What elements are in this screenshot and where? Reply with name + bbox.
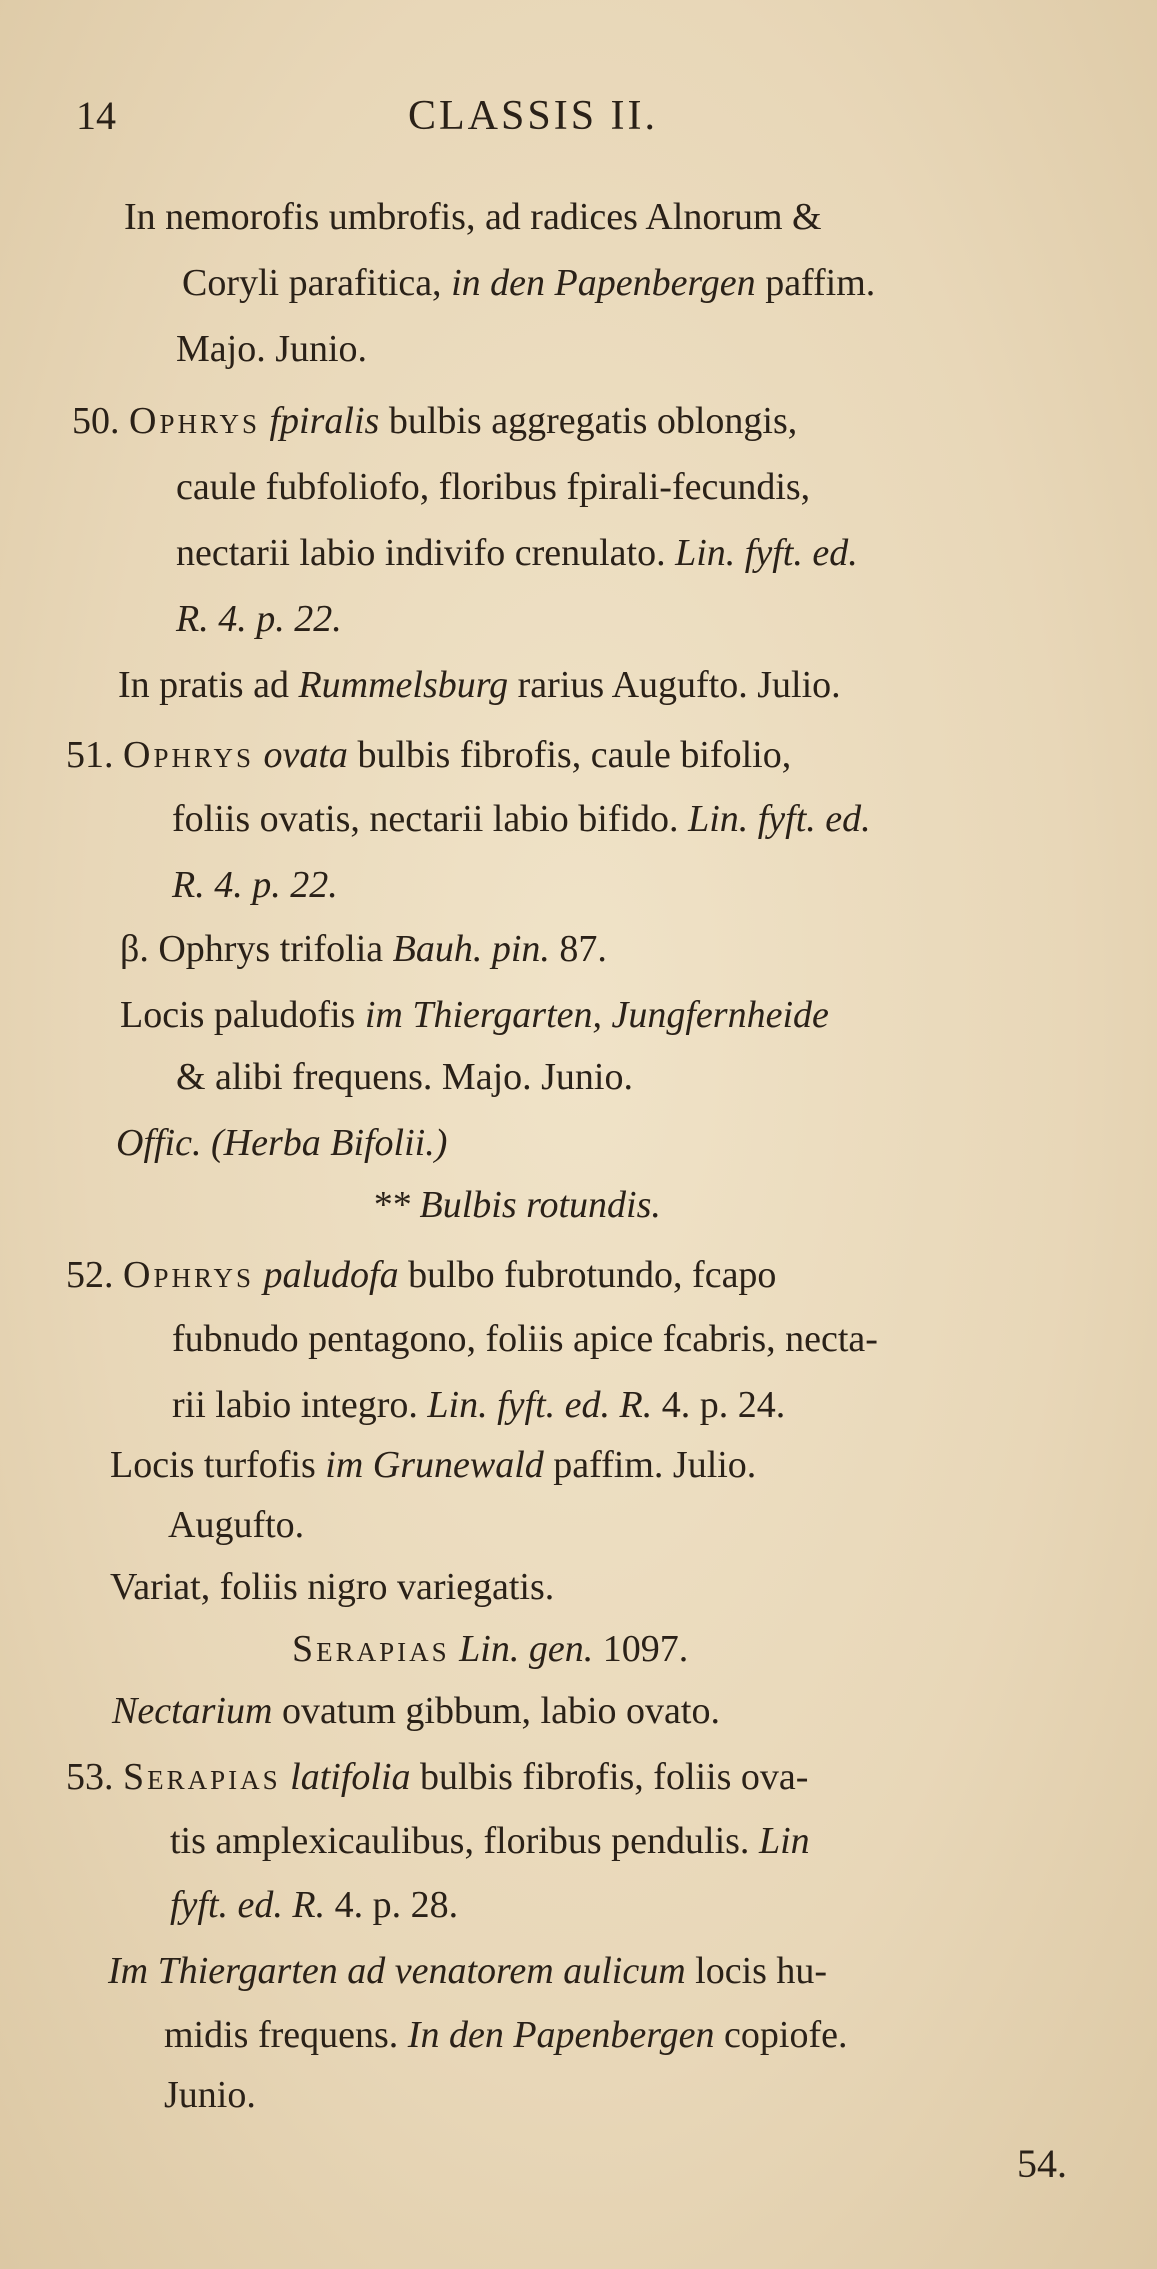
locality-name: im Thiergarten, Jungfernheide (364, 994, 829, 1036)
species-name: latifolia (290, 1756, 411, 1798)
entry-53-line-1 (66, 1758, 808, 1796)
locality-name: in den Papenbergen (451, 262, 756, 304)
description-text: bulbo fubrotundo, fcapo (408, 1254, 777, 1296)
habitat-text: Locis turfofis (110, 1444, 316, 1486)
habitat-text: In nemorofis umbrofis, ad radices Alnorum & (124, 196, 822, 238)
habitat-text: & alibi frequens. Majo. Junio. (176, 1056, 633, 1098)
habitat-text: Augufto. (168, 1504, 305, 1546)
text-line (110, 1568, 554, 1606)
genus-name: Ophrys (123, 1254, 254, 1296)
reference: Lin. gen. (459, 1628, 594, 1670)
text-line (172, 1320, 878, 1358)
entry-52-line-1 (66, 1256, 776, 1294)
description-text: rii labio integro. (172, 1384, 418, 1426)
locality-name: Im Thiergarten ad venatorem aulicum (108, 1950, 686, 1992)
reference: Bauh. pin. (392, 928, 550, 970)
entry-number: 53. (66, 1756, 114, 1798)
text-line (116, 1124, 447, 1162)
habitat-text: midis frequens. (164, 2014, 399, 2056)
reference: 1097. (602, 1628, 689, 1670)
variation-note: Variat, foliis nigro variegatis. (110, 1566, 555, 1608)
reference: R. 4. p. 22. (176, 598, 342, 640)
text-line (170, 1886, 458, 1924)
description-text: tis amplexicaulibus, floribus pendulis. (170, 1820, 750, 1862)
text-line (172, 866, 338, 904)
entry-50-line-1 (72, 402, 797, 440)
reference: Lin (758, 1820, 810, 1862)
text-line (120, 996, 829, 1034)
text-line (182, 264, 875, 302)
habitat-text: paffim. Julio. (553, 1444, 757, 1486)
text-line (176, 330, 367, 368)
genus-heading (292, 1630, 688, 1668)
page-header (0, 92, 1157, 142)
text-line (172, 1386, 785, 1424)
subheading-text: ** Bulbis rotundis. (372, 1184, 661, 1226)
habitat-text: copiofe. (724, 2014, 848, 2056)
text-line (168, 1506, 304, 1544)
flowering-time: Majo. Junio. (176, 328, 368, 370)
locality-name: Rummelsburg (298, 664, 509, 706)
genus-character-text: ovatum gibbum, labio ovato. (281, 1690, 720, 1732)
reference: 4. p. 24. (661, 1384, 786, 1426)
flowering-time: Junio. (164, 2074, 256, 2116)
text-line (170, 1822, 810, 1860)
page-number: 14 (76, 93, 116, 138)
text-line (176, 600, 342, 638)
text-line (110, 1446, 756, 1484)
reference: fyft. ed. R. (170, 1884, 326, 1926)
description-text: foliis ovatis, nectarii labio bifido. (172, 798, 679, 840)
description-text: bulbis fibrofis, caule bifolio, (357, 734, 792, 776)
description-text: bulbis aggregatis oblongis, (388, 400, 798, 442)
habitat-text: paffim. (765, 262, 876, 304)
reference: Lin. fyft. ed. R. (427, 1384, 653, 1426)
genus-name: Serapias (292, 1628, 450, 1670)
description-text: bulbis fibrofis, foliis ova- (420, 1756, 809, 1798)
text-line (164, 2016, 847, 2054)
entry-51-line-1 (66, 736, 791, 774)
text-line (120, 930, 607, 968)
description-text: fubnudo pentagono, foliis apice fcabris, necta- (172, 1318, 878, 1360)
officinal-note: Offic. (Herba Bifolii.) (116, 1122, 448, 1164)
species-name: paludofa (263, 1254, 399, 1296)
habitat-text: In pratis ad (118, 664, 289, 706)
section-subheading (372, 1186, 661, 1224)
description-text: caule fubfoliofo, floribus fpirali-fecundis, (176, 466, 811, 508)
catchword: 54. (1017, 2141, 1067, 2186)
text-line (176, 534, 858, 572)
reference: R. 4. p. 22. (172, 864, 338, 906)
entry-number: 51. (66, 734, 114, 776)
reference: 4. p. 28. (334, 1884, 459, 1926)
text-line (112, 1692, 720, 1730)
locality-name: In den Papenbergen (407, 2014, 715, 2056)
text-line (176, 468, 810, 506)
reference: 87. (559, 928, 607, 970)
reference: Lin. fyft. ed. (688, 798, 871, 840)
genus-name: Serapias (123, 1756, 281, 1798)
genus-name: Ophrys (123, 734, 254, 776)
variety-text: β. Ophrys trifolia (120, 928, 384, 970)
locality-name: im Grunewald (325, 1444, 544, 1486)
text-line (172, 800, 871, 838)
genus-name: Ophrys (129, 400, 260, 442)
habitat-text: Locis paludofis (120, 994, 356, 1036)
text-line (118, 666, 841, 704)
text-line (124, 198, 822, 236)
species-name: ovata (263, 734, 348, 776)
entry-number: 50. (72, 400, 120, 442)
habitat-text: locis hu- (695, 1950, 828, 1992)
habitat-text: Coryli parafitica, (182, 262, 442, 304)
running-head: CLASSIS II. (408, 93, 659, 139)
text-line (176, 1058, 633, 1096)
habitat-text: rarius Augufto. Julio. (517, 664, 841, 706)
genus-character-term: Nectarium (112, 1690, 273, 1732)
text-line (108, 1952, 827, 1990)
species-name: fpiralis (269, 400, 380, 442)
entry-number: 52. (66, 1254, 114, 1296)
description-text: nectarii labio indivifo crenulato. (176, 532, 666, 574)
text-line (164, 2076, 256, 2114)
reference: Lin. fyft. ed. (675, 532, 858, 574)
